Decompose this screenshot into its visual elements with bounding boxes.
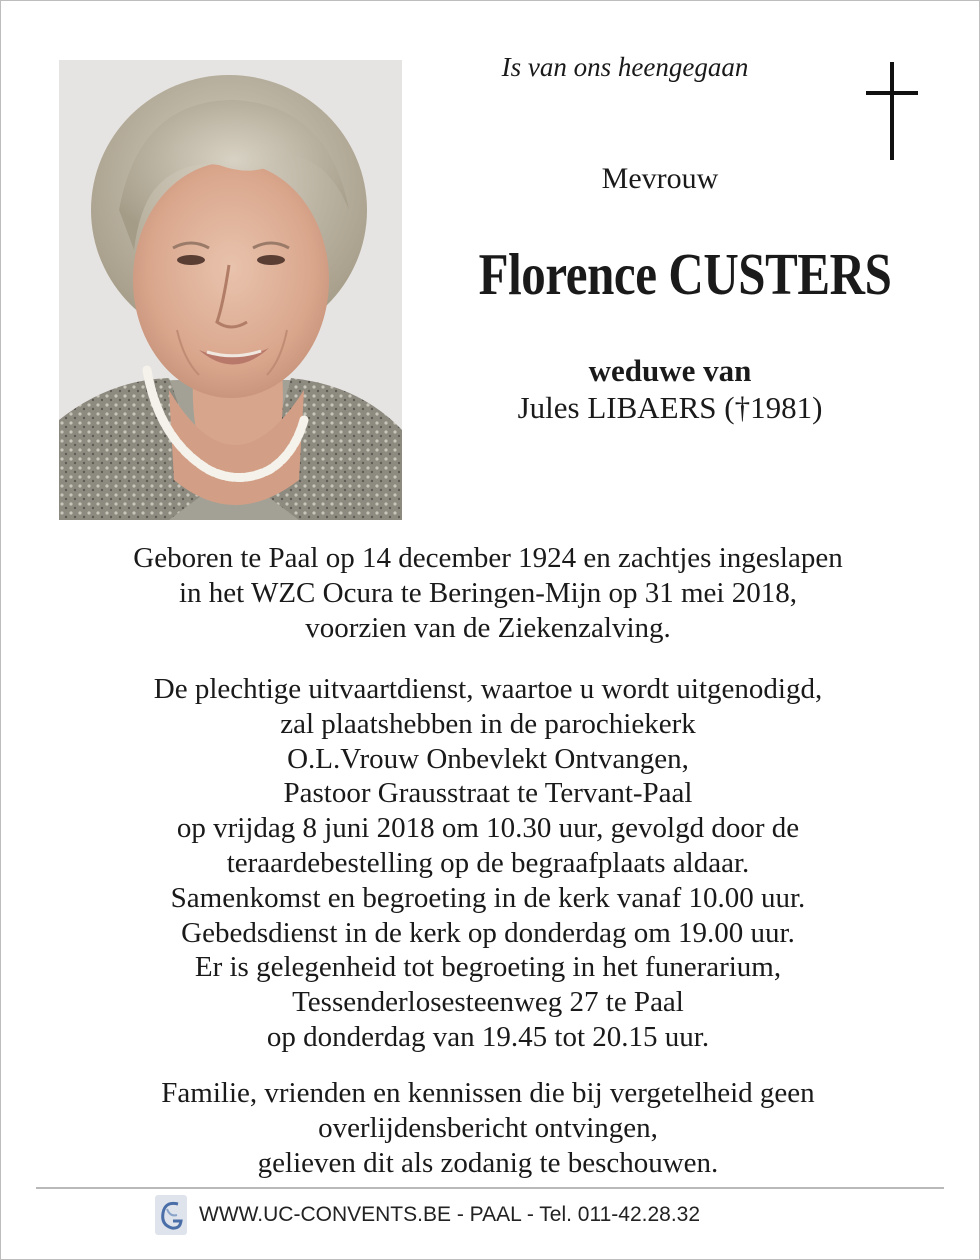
text-line: Samenkomst en begroeting in de kerk vanaf 10.00 uur.: [170, 881, 806, 914]
text-line: De plechtige uitvaartdienst, waartoe u wordt uitgenodigd,: [153, 673, 823, 705]
text-line: voorzien van de Ziekenzalving.: [305, 611, 671, 644]
text-line: overlijdensbericht ontvingen,: [318, 1111, 658, 1144]
intro-text: Is van ons heengegaan: [501, 52, 749, 82]
funeral-details-paragraph: [30, 672, 946, 1055]
uc-convents-logo-icon: [155, 1195, 187, 1235]
spouse-name: Jules LIBAERS (†1981): [517, 390, 823, 425]
spouse-block: [470, 352, 870, 426]
birth-death-paragraph: [30, 541, 946, 645]
footer: [155, 1195, 700, 1235]
closing-paragraph: [30, 1076, 946, 1180]
cross-icon: [862, 62, 922, 160]
text-line: Er is gelegenheid tot begroeting in het funerarium,: [194, 951, 782, 984]
text-line: Pastoor Grausstraat te Tervant-Paal: [283, 777, 693, 810]
text-line: in het WZC Ocura te Beringen-Mijn op 31 mei 2018,: [178, 576, 797, 609]
text-line: Geboren te Paal op 14 december 1924 en zachtjes ingeslapen: [133, 542, 843, 574]
text-line: Gebedsdienst in de kerk op donderdag om 19.00 uur.: [181, 916, 795, 949]
salutation: Mevrouw: [601, 162, 719, 195]
text-line: op donderdag van 19.45 tot 20.15 uur.: [266, 1020, 710, 1053]
deceased-name: Florence CUSTERS: [478, 241, 892, 307]
text-line: teraardebestelling op de begraafplaats aldaar.: [226, 846, 750, 879]
footer-contact-text: WWW.UC-CONVENTS.BE - PAAL - Tel. 011-42.28.32: [199, 1203, 701, 1226]
text-line: O.L.Vrouw Onbevlekt Ontvangen,: [287, 742, 689, 775]
portrait-photo: [59, 60, 402, 520]
footer-divider: [36, 1187, 944, 1189]
text-line: gelieven dit als zodanig te beschouwen.: [257, 1146, 719, 1179]
text-line: Tessenderlosesteenweg 27 te Paal: [292, 986, 684, 1019]
widow-label: weduwe van: [588, 353, 752, 388]
text-line: op vrijdag 8 juni 2018 om 10.30 uur, gevolgd door de: [176, 812, 800, 845]
text-line: Familie, vrienden en kennissen die bij vergetelheid geen: [161, 1077, 815, 1109]
text-line: zal plaatshebben in de parochiekerk: [280, 707, 696, 740]
